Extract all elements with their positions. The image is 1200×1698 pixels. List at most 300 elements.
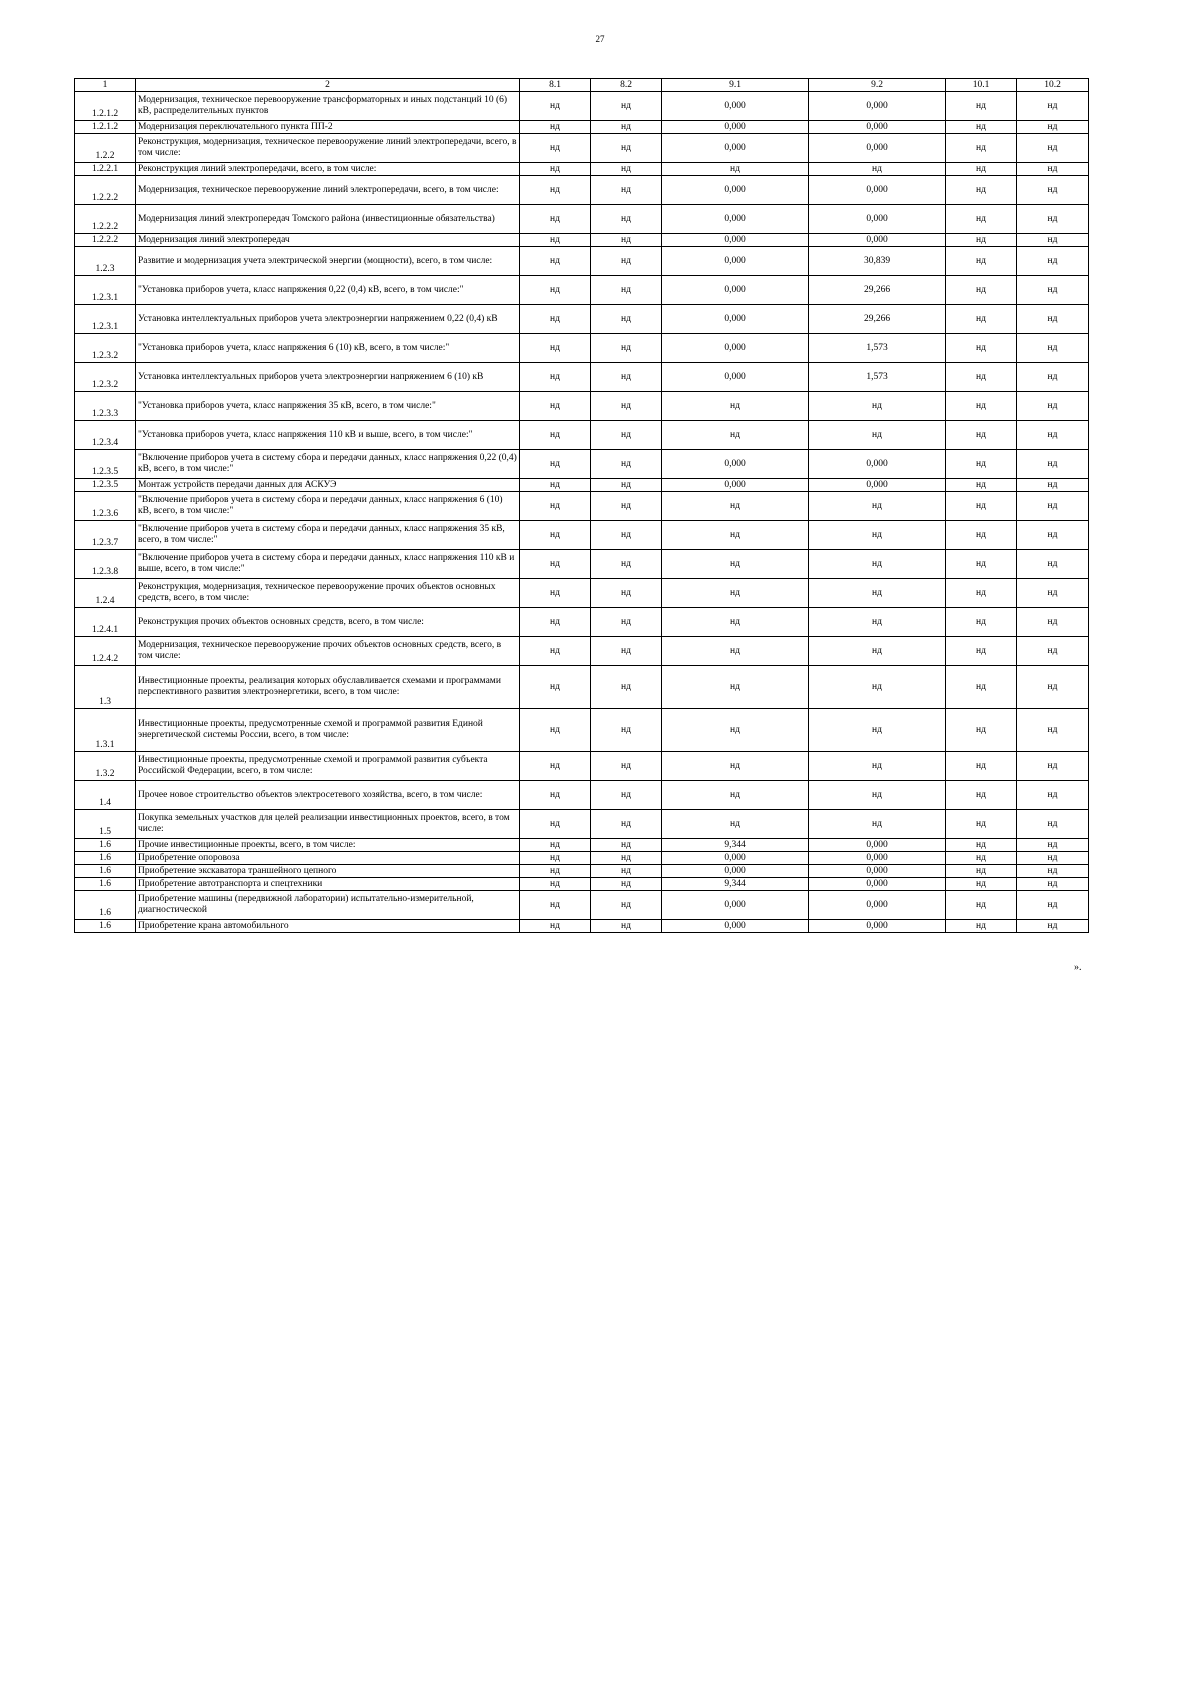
value-cell: нд <box>809 709 946 752</box>
value-cell: нд <box>520 878 591 891</box>
value-cell: нд <box>662 608 809 637</box>
value-cell: нд <box>520 666 591 709</box>
row-name: Реконструкция прочих объектов основных средств, всего, в том числе: <box>136 608 520 637</box>
value-cell: нд <box>520 92 591 121</box>
value-cell: нд <box>946 305 1017 334</box>
value-cell: нд <box>1017 334 1089 363</box>
row-number: 1.3 <box>75 666 136 709</box>
row-name: Реконструкция линий электропередачи, всего, в том числе: <box>136 163 520 176</box>
table-row <box>75 666 1089 709</box>
value-cell: нд <box>591 666 662 709</box>
value-cell: нд <box>591 752 662 781</box>
value-cell: нд <box>1017 276 1089 305</box>
value-cell: 0,000 <box>662 920 809 933</box>
value-cell: 0,000 <box>662 176 809 205</box>
row-number: 1.2.1.2 <box>75 92 136 121</box>
table-row <box>75 839 1089 852</box>
value-cell: нд <box>946 550 1017 579</box>
table-row <box>75 492 1089 521</box>
table-row <box>75 247 1089 276</box>
row-number: 1.6 <box>75 865 136 878</box>
value-cell: нд <box>1017 709 1089 752</box>
value-cell: нд <box>591 205 662 234</box>
value-cell: нд <box>946 891 1017 920</box>
value-cell: нд <box>1017 891 1089 920</box>
value-cell: нд <box>1017 521 1089 550</box>
row-number: 1.5 <box>75 810 136 839</box>
value-cell: 30,839 <box>809 247 946 276</box>
table-row <box>75 852 1089 865</box>
value-cell: нд <box>520 247 591 276</box>
row-name: Приобретение машины (передвижной лаборатории) испытательно-измерительной, диагностической <box>136 891 520 920</box>
table-row <box>75 709 1089 752</box>
table-row <box>75 134 1089 163</box>
value-cell: нд <box>591 920 662 933</box>
value-cell: нд <box>946 852 1017 865</box>
row-number: 1.3.1 <box>75 709 136 752</box>
table-row <box>75 781 1089 810</box>
value-cell: нд <box>946 247 1017 276</box>
value-cell: нд <box>1017 752 1089 781</box>
value-cell: нд <box>591 479 662 492</box>
value-cell: нд <box>520 810 591 839</box>
value-cell: нд <box>1017 810 1089 839</box>
row-name: Реконструкция, модернизация, техническое перевооружение прочих объектов основных средств, всего, в том числе: <box>136 579 520 608</box>
value-cell: нд <box>591 234 662 247</box>
row-name: Инвестиционные проекты, реализация которых обуславливается схемами и программами перспективного развития электроэнергетики, всего, в том числе: <box>136 666 520 709</box>
value-cell: нд <box>520 891 591 920</box>
table-row <box>75 865 1089 878</box>
value-cell: нд <box>946 878 1017 891</box>
table-row <box>75 421 1089 450</box>
value-cell: нд <box>591 134 662 163</box>
value-cell: 0,000 <box>662 121 809 134</box>
value-cell: 0,000 <box>662 247 809 276</box>
value-cell: нд <box>520 334 591 363</box>
row-number: 1.2.3.6 <box>75 492 136 521</box>
row-name: Модернизация, техническое перевооружение трансформаторных и иных подстанций 10 (6) кВ, распределительных пунктов <box>136 92 520 121</box>
value-cell: нд <box>1017 450 1089 479</box>
value-cell: нд <box>946 810 1017 839</box>
value-cell: нд <box>662 810 809 839</box>
row-name: Приобретение опоровоза <box>136 852 520 865</box>
table-row <box>75 878 1089 891</box>
value-cell: 0,000 <box>662 852 809 865</box>
row-number: 1.2.3.1 <box>75 276 136 305</box>
value-cell: нд <box>520 234 591 247</box>
value-cell: 0,000 <box>809 134 946 163</box>
table-row <box>75 163 1089 176</box>
value-cell: нд <box>1017 363 1089 392</box>
value-cell: нд <box>591 492 662 521</box>
value-cell: нд <box>520 608 591 637</box>
table-row <box>75 205 1089 234</box>
value-cell: нд <box>946 421 1017 450</box>
header-cell: 9.1 <box>662 79 809 92</box>
value-cell: нд <box>591 550 662 579</box>
value-cell: нд <box>591 121 662 134</box>
value-cell: нд <box>1017 852 1089 865</box>
value-cell: нд <box>946 450 1017 479</box>
row-number: 1.4 <box>75 781 136 810</box>
row-name: Модернизация, техническое перевооружение линий электропередачи, всего, в том числе: <box>136 176 520 205</box>
value-cell: 29,266 <box>809 305 946 334</box>
row-name: Приобретение экскаватора траншейного цепного <box>136 865 520 878</box>
value-cell: нд <box>1017 865 1089 878</box>
value-cell: нд <box>591 276 662 305</box>
value-cell: 0,000 <box>662 134 809 163</box>
value-cell: нд <box>1017 878 1089 891</box>
value-cell: нд <box>662 163 809 176</box>
header-cell: 2 <box>136 79 520 92</box>
table-row <box>75 392 1089 421</box>
table-row <box>75 920 1089 933</box>
row-number: 1.2.3.2 <box>75 334 136 363</box>
value-cell: нд <box>946 205 1017 234</box>
value-cell: нд <box>662 521 809 550</box>
value-cell: нд <box>809 608 946 637</box>
row-number: 1.2.3.3 <box>75 392 136 421</box>
value-cell: нд <box>520 163 591 176</box>
value-cell: нд <box>1017 781 1089 810</box>
value-cell: нд <box>946 666 1017 709</box>
table-row <box>75 450 1089 479</box>
value-cell: 9,344 <box>662 878 809 891</box>
value-cell: 0,000 <box>809 234 946 247</box>
row-name: Установка интеллектуальных приборов учета электроэнергии напряжением 6 (10) кВ <box>136 363 520 392</box>
value-cell: 0,000 <box>662 865 809 878</box>
row-name: Монтаж устройств передачи данных для АСКУЭ <box>136 479 520 492</box>
row-name: Инвестиционные проекты, предусмотренные схемой и программой развития субъекта Российской Федерации, всего, в том числе: <box>136 752 520 781</box>
row-number: 1.2.2.2 <box>75 234 136 247</box>
header-cell: 10.2 <box>1017 79 1089 92</box>
value-cell: нд <box>520 121 591 134</box>
value-cell: нд <box>662 392 809 421</box>
value-cell: нд <box>520 176 591 205</box>
value-cell: 0,000 <box>662 891 809 920</box>
header-cell: 9.2 <box>809 79 946 92</box>
row-name: "Включение приборов учета в систему сбора и передачи данных, класс напряжения 35 кВ, всего, в том числе:" <box>136 521 520 550</box>
row-name: "Установка приборов учета, класс напряжения 110 кВ и выше, всего, в том числе:" <box>136 421 520 450</box>
value-cell: нд <box>662 637 809 666</box>
value-cell: нд <box>591 579 662 608</box>
row-name: Развитие и модернизация учета электрической энергии (мощности), всего, в том числе: <box>136 247 520 276</box>
value-cell: нд <box>591 810 662 839</box>
value-cell: 0,000 <box>809 920 946 933</box>
table-row <box>75 305 1089 334</box>
row-name: Прочее новое строительство объектов электросетевого хозяйства, всего, в том числе: <box>136 781 520 810</box>
row-number: 1.2.1.2 <box>75 121 136 134</box>
table-row <box>75 176 1089 205</box>
header-cell: 8.1 <box>520 79 591 92</box>
value-cell: нд <box>591 92 662 121</box>
value-cell: 29,266 <box>809 276 946 305</box>
row-number: 1.6 <box>75 920 136 933</box>
value-cell: нд <box>946 276 1017 305</box>
row-name: "Включение приборов учета в систему сбора и передачи данных, класс напряжения 110 кВ и выше, всего, в том числе:" <box>136 550 520 579</box>
table-row <box>75 891 1089 920</box>
investment-table <box>74 78 1089 933</box>
value-cell: 0,000 <box>809 878 946 891</box>
table-row <box>75 608 1089 637</box>
value-cell: нд <box>520 392 591 421</box>
value-cell: нд <box>1017 666 1089 709</box>
table-row <box>75 276 1089 305</box>
value-cell: нд <box>520 363 591 392</box>
value-cell: нд <box>946 234 1017 247</box>
value-cell: нд <box>591 450 662 479</box>
row-number: 1.2.3.7 <box>75 521 136 550</box>
value-cell: нд <box>520 839 591 852</box>
row-name: Установка интеллектуальных приборов учета электроэнергии напряжением 0,22 (0,4) кВ <box>136 305 520 334</box>
value-cell: 0,000 <box>809 865 946 878</box>
value-cell: нд <box>1017 550 1089 579</box>
value-cell: нд <box>662 492 809 521</box>
value-cell: нд <box>520 492 591 521</box>
value-cell: нд <box>809 579 946 608</box>
value-cell: нд <box>809 810 946 839</box>
row-name: "Установка приборов учета, класс напряжения 35 кВ, всего, в том числе:" <box>136 392 520 421</box>
value-cell: нд <box>1017 421 1089 450</box>
value-cell: нд <box>520 920 591 933</box>
table-row <box>75 92 1089 121</box>
value-cell: нд <box>591 521 662 550</box>
value-cell: нд <box>946 392 1017 421</box>
value-cell: 1,573 <box>809 334 946 363</box>
value-cell: нд <box>809 492 946 521</box>
header-cell: 10.1 <box>946 79 1017 92</box>
row-number: 1.6 <box>75 891 136 920</box>
value-cell: нд <box>520 276 591 305</box>
row-name: "Установка приборов учета, класс напряжения 6 (10) кВ, всего, в том числе:" <box>136 334 520 363</box>
value-cell: 0,000 <box>662 450 809 479</box>
value-cell: нд <box>1017 305 1089 334</box>
table-row <box>75 637 1089 666</box>
row-number: 1.2.4 <box>75 579 136 608</box>
value-cell: нд <box>520 521 591 550</box>
value-cell: нд <box>662 781 809 810</box>
value-cell: нд <box>946 579 1017 608</box>
value-cell: нд <box>946 865 1017 878</box>
value-cell: нд <box>1017 176 1089 205</box>
value-cell: нд <box>520 709 591 752</box>
value-cell: нд <box>946 608 1017 637</box>
value-cell: нд <box>1017 92 1089 121</box>
value-cell: 0,000 <box>809 205 946 234</box>
value-cell: нд <box>591 709 662 752</box>
value-cell: нд <box>662 752 809 781</box>
value-cell: нд <box>520 305 591 334</box>
row-number: 1.2.3.1 <box>75 305 136 334</box>
row-name: Модернизация линий электропередач Томского района (инвестиционные обязательства) <box>136 205 520 234</box>
row-number: 1.2.3.5 <box>75 450 136 479</box>
value-cell: нд <box>809 421 946 450</box>
row-name: "Включение приборов учета в систему сбора и передачи данных, класс напряжения 6 (10) кВ, всего, в том числе:" <box>136 492 520 521</box>
value-cell: нд <box>809 521 946 550</box>
value-cell: нд <box>1017 121 1089 134</box>
value-cell: нд <box>520 852 591 865</box>
value-cell: нд <box>946 334 1017 363</box>
value-cell: нд <box>946 163 1017 176</box>
value-cell: нд <box>662 550 809 579</box>
value-cell: нд <box>1017 205 1089 234</box>
value-cell: нд <box>591 637 662 666</box>
row-name: Прочие инвестиционные проекты, всего, в том числе: <box>136 839 520 852</box>
value-cell: нд <box>591 334 662 363</box>
value-cell: нд <box>662 709 809 752</box>
value-cell: нд <box>662 579 809 608</box>
value-cell: нд <box>520 205 591 234</box>
value-cell: 0,000 <box>662 276 809 305</box>
value-cell: нд <box>809 781 946 810</box>
value-cell: нд <box>946 920 1017 933</box>
value-cell: 0,000 <box>809 891 946 920</box>
value-cell: нд <box>946 521 1017 550</box>
row-number: 1.2.4.2 <box>75 637 136 666</box>
value-cell: нд <box>662 666 809 709</box>
table-row <box>75 363 1089 392</box>
header-cell: 1 <box>75 79 136 92</box>
value-cell: 1,573 <box>809 363 946 392</box>
value-cell: 0,000 <box>662 334 809 363</box>
value-cell: 0,000 <box>809 450 946 479</box>
table-row <box>75 550 1089 579</box>
value-cell: 0,000 <box>662 92 809 121</box>
row-number: 1.2.4.1 <box>75 608 136 637</box>
value-cell: нд <box>1017 392 1089 421</box>
value-cell: нд <box>946 781 1017 810</box>
row-number: 1.2.3 <box>75 247 136 276</box>
value-cell: нд <box>520 479 591 492</box>
table-row <box>75 521 1089 550</box>
value-cell: нд <box>809 163 946 176</box>
value-cell: нд <box>809 637 946 666</box>
value-cell: нд <box>946 134 1017 163</box>
value-cell: нд <box>591 608 662 637</box>
value-cell: нд <box>946 492 1017 521</box>
value-cell: нд <box>946 121 1017 134</box>
value-cell: нд <box>591 421 662 450</box>
row-name: Модернизация переключательного пункта ПП-2 <box>136 121 520 134</box>
value-cell: 0,000 <box>809 121 946 134</box>
table-row <box>75 121 1089 134</box>
value-cell: нд <box>520 550 591 579</box>
value-cell: нд <box>591 176 662 205</box>
value-cell: 0,000 <box>662 205 809 234</box>
table-row <box>75 810 1089 839</box>
value-cell: нд <box>1017 637 1089 666</box>
value-cell: нд <box>591 247 662 276</box>
table-row <box>75 579 1089 608</box>
value-cell: нд <box>1017 234 1089 247</box>
value-cell: нд <box>1017 920 1089 933</box>
value-cell: нд <box>1017 608 1089 637</box>
value-cell: нд <box>591 852 662 865</box>
row-number: 1.2.2.2 <box>75 176 136 205</box>
table-row <box>75 479 1089 492</box>
header-row <box>75 79 1089 92</box>
value-cell: нд <box>520 781 591 810</box>
value-cell: 0,000 <box>662 234 809 247</box>
page-number: 27 <box>595 34 605 44</box>
value-cell: 0,000 <box>662 363 809 392</box>
value-cell: нд <box>591 878 662 891</box>
row-name: Модернизация линий электропередач <box>136 234 520 247</box>
row-name: Реконструкция, модернизация, техническое перевооружение линий электропередачи, всего, в том числе: <box>136 134 520 163</box>
row-number: 1.6 <box>75 839 136 852</box>
value-cell: нд <box>809 752 946 781</box>
value-cell: нд <box>946 92 1017 121</box>
row-name: Покупка земельных участков для целей реализации инвестиционных проектов, всего, в том числе: <box>136 810 520 839</box>
value-cell: нд <box>520 450 591 479</box>
value-cell: нд <box>946 752 1017 781</box>
value-cell: нд <box>1017 163 1089 176</box>
value-cell: нд <box>591 163 662 176</box>
value-cell: нд <box>591 839 662 852</box>
table-row <box>75 752 1089 781</box>
value-cell: нд <box>520 752 591 781</box>
value-cell: нд <box>520 421 591 450</box>
row-number: 1.2.3.8 <box>75 550 136 579</box>
value-cell: нд <box>946 709 1017 752</box>
header-cell: 8.2 <box>591 79 662 92</box>
value-cell: нд <box>946 839 1017 852</box>
row-name: Приобретение крана автомобильного <box>136 920 520 933</box>
value-cell: нд <box>1017 839 1089 852</box>
value-cell: нд <box>1017 134 1089 163</box>
end-mark: ». <box>1074 962 1082 973</box>
value-cell: нд <box>662 421 809 450</box>
row-number: 1.6 <box>75 878 136 891</box>
row-name: Модернизация, техническое перевооружение прочих объектов основных средств, всего, в том числе: <box>136 637 520 666</box>
table-row <box>75 234 1089 247</box>
value-cell: 0,000 <box>662 479 809 492</box>
value-cell: 0,000 <box>662 305 809 334</box>
row-number: 1.2.3.5 <box>75 479 136 492</box>
value-cell: 0,000 <box>809 839 946 852</box>
value-cell: нд <box>591 392 662 421</box>
value-cell: 0,000 <box>809 176 946 205</box>
value-cell: нд <box>809 666 946 709</box>
value-cell: нд <box>1017 579 1089 608</box>
row-number: 1.2.2.1 <box>75 163 136 176</box>
row-number: 1.6 <box>75 852 136 865</box>
value-cell: нд <box>809 550 946 579</box>
value-cell: нд <box>591 865 662 878</box>
row-name: Инвестиционные проекты, предусмотренные схемой и программой развития Единой энергетической системы России, всего, в том числе: <box>136 709 520 752</box>
value-cell: нд <box>591 781 662 810</box>
row-name: "Установка приборов учета, класс напряжения 0,22 (0,4) кВ, всего, в том числе:" <box>136 276 520 305</box>
row-number: 1.2.2.2 <box>75 205 136 234</box>
value-cell: нд <box>520 579 591 608</box>
row-number: 1.2.2 <box>75 134 136 163</box>
row-number: 1.2.3.4 <box>75 421 136 450</box>
value-cell: нд <box>591 891 662 920</box>
row-name: "Включение приборов учета в систему сбора и передачи данных, класс напряжения 0,22 (0,4) кВ, всего, в том числе:" <box>136 450 520 479</box>
value-cell: нд <box>809 392 946 421</box>
value-cell: 0,000 <box>809 92 946 121</box>
value-cell: нд <box>946 176 1017 205</box>
value-cell: нд <box>520 637 591 666</box>
value-cell: нд <box>1017 479 1089 492</box>
table-row <box>75 334 1089 363</box>
value-cell: 0,000 <box>809 479 946 492</box>
value-cell: нд <box>591 363 662 392</box>
value-cell: нд <box>946 363 1017 392</box>
row-number: 1.2.3.2 <box>75 363 136 392</box>
value-cell: нд <box>591 305 662 334</box>
value-cell: 9,344 <box>662 839 809 852</box>
